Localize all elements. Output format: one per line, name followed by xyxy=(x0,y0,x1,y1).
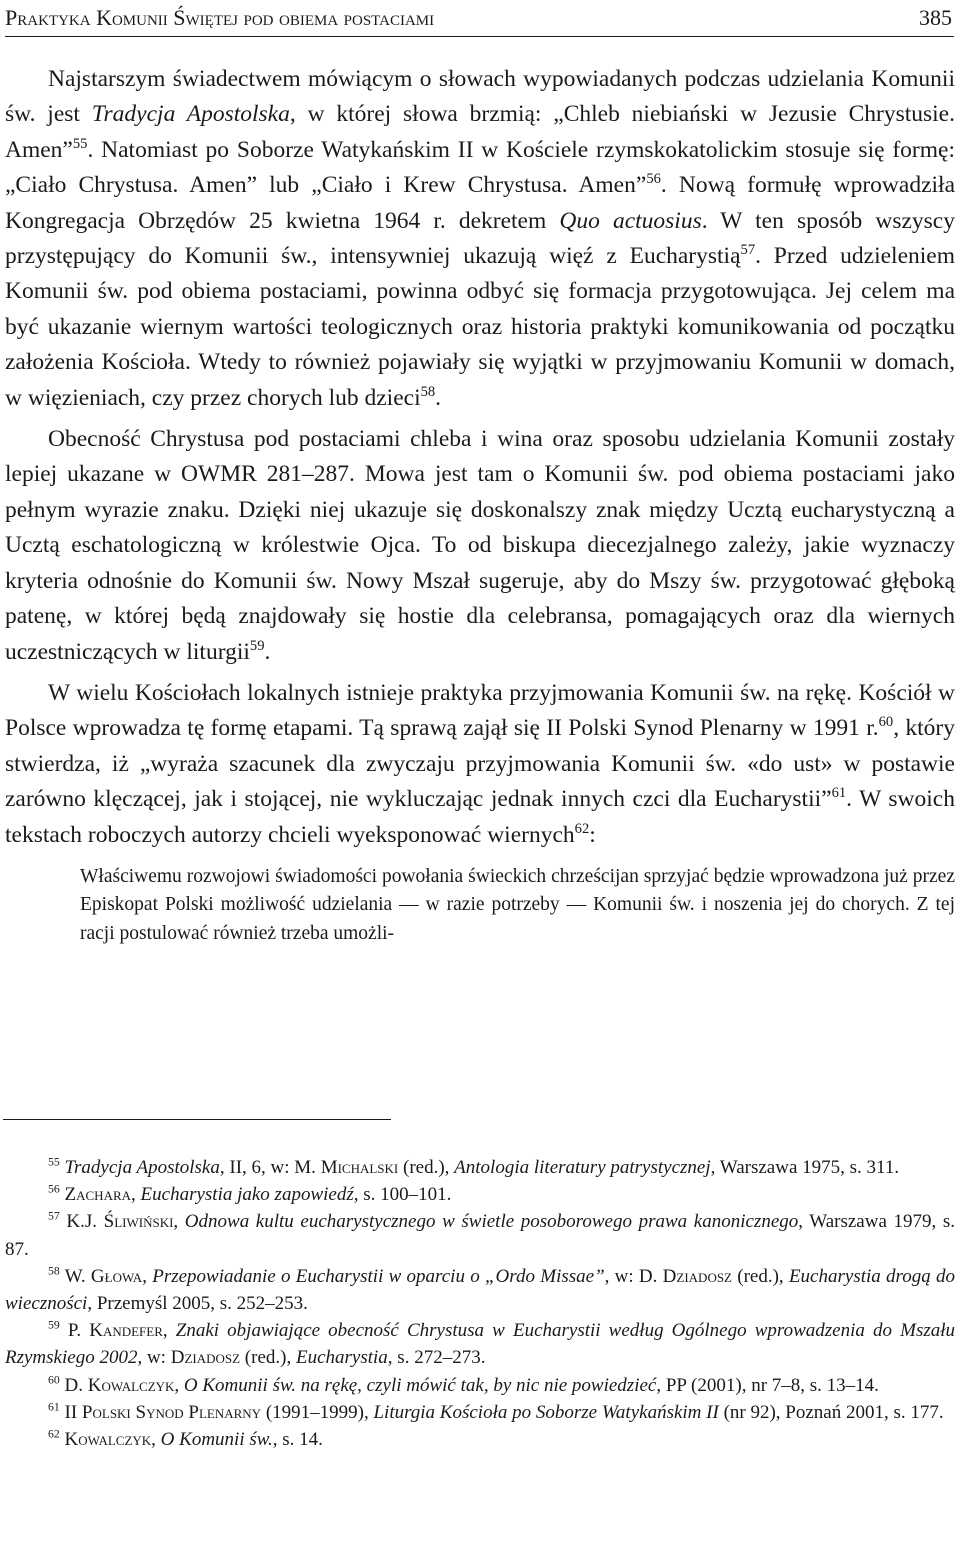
footnote-number: 61 xyxy=(48,1400,60,1414)
text-span: , w której słowa brzmią: „Chleb niebiański w Jezusie Chrystusie. Amen” xyxy=(5,101,955,163)
author-name: Kowalczyk xyxy=(64,1429,152,1451)
text-span: , s. 14. xyxy=(272,1429,323,1451)
footnote-61 xyxy=(5,1399,955,1426)
footnote-number: 58 xyxy=(48,1264,60,1278)
text-span: (red.), xyxy=(398,1157,455,1178)
footnote-ref[interactable]: 56 xyxy=(646,171,661,188)
text-span: , s. 272–273. xyxy=(387,1347,486,1369)
text-span: , xyxy=(142,1265,153,1287)
footnote-ref[interactable]: 57 xyxy=(740,242,756,258)
text-span: (red.), xyxy=(240,1347,296,1369)
footnote-ref[interactable]: 58 xyxy=(420,383,436,400)
italic-title: Liturgia Kościoła po Soborze Watykańskim II xyxy=(373,1401,719,1423)
footnote-55 xyxy=(5,1154,955,1181)
text-span: (nr 92), Poznań 2001, s. 177. xyxy=(718,1401,944,1423)
text-span: , xyxy=(174,1374,184,1396)
footnote-62 xyxy=(5,1426,955,1453)
footnote-ref[interactable]: 60 xyxy=(878,714,894,731)
text-span: , który stwierdza, iż „wyraża szacunek dla zwyczaju przyjmowania Komunii św. «do ust» w postawie zarówno klęczącej, jak i stojącej, nie wykluczając jednak innych czci dla Eucharystii” xyxy=(5,715,955,813)
text-span: , Warszawa 1975, s. 311. xyxy=(710,1157,900,1178)
text-span: , Warszawa 1979, s. 87. xyxy=(5,1211,956,1260)
text-span: (1991–1999), xyxy=(261,1401,374,1423)
footnote-ref[interactable]: 61 xyxy=(831,785,847,802)
text-span: (red.), xyxy=(732,1265,789,1287)
page-number: 385 xyxy=(919,5,952,30)
italic-title: Antologia literatury patrystycznej xyxy=(454,1157,711,1178)
author-name: Michalski xyxy=(320,1157,399,1178)
italic-title: Odnowa kultu eucharystycznego w świetle posoborowego prawa kanonicznego xyxy=(184,1211,799,1233)
italic-title: Eucharystia xyxy=(295,1347,388,1369)
block-quote: Właściwemu rozwojowi świadomości powołania świeckich chrześcijan sprzyjać będzie wprowadzona już przez Episkopat Polski możliwość udzielania — w razie potrzeby — Komunii św. i noszenia jej do chorych. Z tej racji postulować również trzeba umożli- xyxy=(80,865,955,944)
footnote-58 xyxy=(5,1263,955,1317)
footnote-number: 57 xyxy=(48,1210,60,1224)
running-header xyxy=(5,2,954,37)
italic-title: Przepowiadanie o Eucharystii w oparciu o „Ordo Missae” xyxy=(152,1265,605,1287)
italic-title: Tradycja Apostolska xyxy=(64,1157,220,1178)
running-title: Praktyka Komunii Świętej pod obiema postaciami xyxy=(5,5,435,30)
footnote-number: 55 xyxy=(48,1155,60,1169)
text-span: W. xyxy=(64,1265,91,1287)
text-span: . W ten sposób wszyscy przystępujący do Komunii św., intensywniej ukazują więź z Eucharystią xyxy=(5,207,955,270)
text-span: K.J. xyxy=(66,1211,104,1233)
main-text xyxy=(5,62,955,948)
text-span: . Natomiast po Soborze Watykańskim II w Kościele rzymskokatolickim stosuje się formę: „Ciało Chrystusa. Amen” lub „Ciało i Krew Chrystusa. Amen” xyxy=(5,136,955,199)
text-span: P. xyxy=(67,1320,90,1342)
paragraph-2 xyxy=(5,422,955,670)
text-span: , s. 100–101. xyxy=(353,1184,452,1206)
footnote-ref[interactable]: 55 xyxy=(72,135,88,152)
text-span: , w: D xyxy=(137,1347,185,1369)
italic-title: O Komunii św. xyxy=(160,1429,273,1451)
text-span: , PP (2001), nr 7–8, s. 13–14. xyxy=(656,1374,879,1396)
footnote-number: 62 xyxy=(48,1427,60,1441)
text-span: . W swoich tekstach roboczych autorzy chcieli wyeksponować wiernych xyxy=(5,786,955,848)
text-span: . xyxy=(435,384,442,411)
text-span: . xyxy=(264,638,271,665)
footnote-separator xyxy=(3,1119,391,1120)
italic-title: Znaki objawiające obecność Chrystusa w Eucharystii według Ogólnego wprowadzenia do Mszału Rzymskiego 2002 xyxy=(5,1320,956,1369)
author-name: ziadosz xyxy=(184,1347,241,1369)
footnote-56 xyxy=(5,1181,955,1208)
footnote-60 xyxy=(5,1372,955,1399)
text-span: W wielu Kościołach lokalnych istnieje praktyka przyjmowania Komunii św. na rękę. Kościół w Polsce wprowadza tę formę etapami. Tą sprawą zajął się II Polski Synod Plenarny w 1991 r. xyxy=(5,679,955,742)
footnote-number: 59 xyxy=(48,1318,60,1332)
italic-title: Quo actuosius xyxy=(559,207,702,234)
italic-title: Eucharystia jako zapowiedź xyxy=(140,1184,354,1206)
text-span: II xyxy=(64,1401,82,1423)
footnote-ref[interactable]: 62 xyxy=(574,820,590,837)
text-span: , xyxy=(173,1211,185,1233)
footnote-59 xyxy=(5,1317,955,1371)
footnote-57 xyxy=(5,1208,955,1262)
text-span: , xyxy=(151,1429,161,1451)
italic-title: Eucharystia drogą do wieczności xyxy=(5,1265,955,1315)
text-span: , xyxy=(162,1320,176,1342)
text-span: , II, 6, w: M. xyxy=(219,1157,321,1178)
text-span: , xyxy=(131,1184,141,1206)
author-name: Dziadosz xyxy=(662,1265,732,1287)
text-span: , w: D. xyxy=(604,1265,663,1287)
author-name: Polski Synod Plenarny xyxy=(81,1401,262,1423)
author-name: Kowalczyk xyxy=(87,1374,175,1396)
author-name: Kandefer xyxy=(89,1320,163,1342)
footnote-number: 56 xyxy=(48,1182,60,1196)
italic-title: O Komunii św. na rękę, czyli mówić tak, by nic nie powiedzieć xyxy=(183,1374,657,1396)
text-span: . Nową formułę wprowadziła Kongregacja Obrzędów 25 kwietna 1964 r. dekretem xyxy=(5,172,955,234)
text-span: Obecność Chrystusa pod postaciami chleba i wina oraz sposobu udzielania Komunii zostały lepiej ukazane w OWMR 281–287. Mowa jest tam o Komunii św. pod obiema postaciami jako pełnym wyrazie znaku. Dzięki niej ukazuje się doskonalszy znak między Ucztą eucharystyczną a Ucztą eschatologiczną w królestwie Ojca. To od biskupa diecezjalnego zależy, jakie wyznaczy kryteria odnośnie do Komunii św. Nowy Mszał sugeruje, aby do Mszy św. przygotować głęboką patenę, w której będą znajdowały się hostie dla celebransa, pomagających oraz dla wiernych uczestniczących w liturgii xyxy=(5,426,955,665)
author-name: Głowa xyxy=(90,1265,143,1287)
italic-title: Tradycja Apostolska xyxy=(91,101,290,128)
footnotes xyxy=(5,1154,955,1453)
footnote-number: 60 xyxy=(48,1373,60,1387)
author-name: Zachara xyxy=(64,1184,132,1206)
text-span: . Przed udzieleniem Komunii św. pod obiema postaciami, powinna odbyć się formacja przygotowująca. Jej celem ma być ukazanie wiernym wartości teologicznych oraz historia praktyki komunikowania od początku założenia Kościoła. Wtedy to również pojawiały się wyjątki w przyjmowaniu Komunii w domach, w więzieniach, czy przez chorych lub dzieci xyxy=(5,243,955,411)
text-span: , Przemyśl 2005, s. 252–253. xyxy=(87,1293,308,1315)
text-span: Najstarszym świadectwem mówiącym o słowach wypowiadanych podczas udzielania Komunii św. jest xyxy=(5,66,955,128)
text-span: D. xyxy=(64,1374,88,1396)
paragraph-1 xyxy=(5,62,955,416)
text-span: : xyxy=(589,821,596,848)
footnote-ref[interactable]: 59 xyxy=(249,637,265,654)
paragraph-3 xyxy=(5,676,955,853)
author-name: Śliwiński xyxy=(103,1211,174,1233)
